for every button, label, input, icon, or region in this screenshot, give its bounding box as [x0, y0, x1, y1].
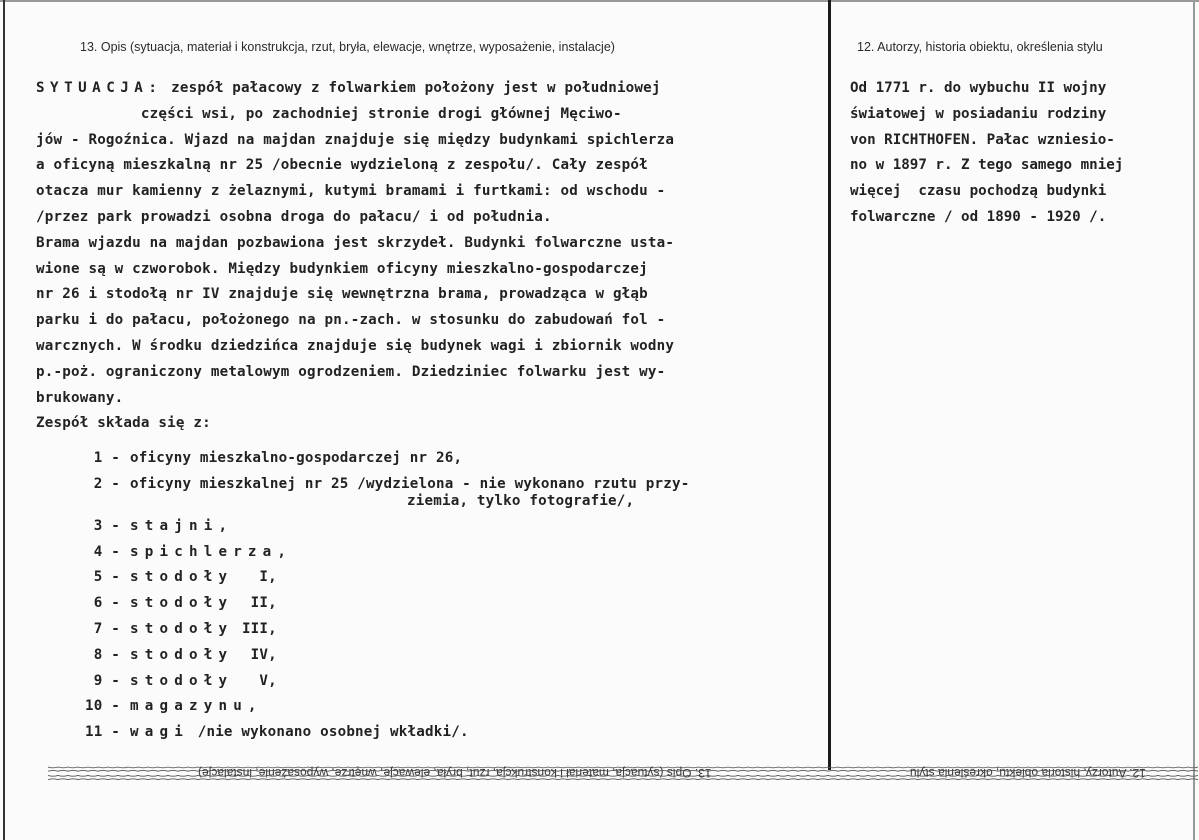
footer-section-12-label: 12. Autorzy, historia obiektu, określenia stylu [910, 766, 1146, 780]
description-first-line [36, 76, 816, 102]
description-line: Brama wjazdu na majdan pozbawiona jest skrzydeł. Budynki folwarczne usta- [36, 234, 675, 251]
list-item-suffix: III, [233, 620, 277, 637]
description-line: wione są w czworobok. Między budynkiem oficyny mieszkalno-gospodarczej [36, 260, 648, 277]
list-item-text: stajni, [130, 517, 234, 534]
history-column [850, 76, 1190, 231]
right-border [1193, 0, 1195, 840]
description-line: otacza mur kamienny z żelaznymi, kutymi bramami i furtkami: od wschodu - [36, 183, 666, 200]
history-line: no w 1897 r. Z tego samego mniej [850, 157, 1124, 174]
list-item [36, 514, 816, 540]
list-item-text: magazynu, [130, 698, 263, 715]
list-item-text: spichlerza, [130, 543, 293, 560]
description-line: części wsi, po zachodniej stronie drogi głównej Męciwo- [36, 105, 622, 122]
list-item [36, 565, 816, 591]
list-item-number: 11 - [85, 724, 120, 741]
list-item-text: stodoły [130, 569, 234, 586]
list-item-text: oficyny mieszkalnej nr 25 /wydzielona - nie wykonano rzutu przy- [130, 475, 690, 492]
list-item-text: stodoły [130, 672, 234, 689]
list-item-suffix: IV, [233, 646, 277, 663]
list-item [36, 591, 816, 617]
list-item-suffix: I, [233, 569, 277, 586]
list-item-text: stodoły [130, 595, 234, 612]
list-item [36, 643, 816, 669]
history-line: Od 1771 r. do wybuchu II wojny [850, 80, 1107, 96]
list-item-suffix: V, [233, 672, 277, 689]
history-line: więcej czasu pochodzą budynki [850, 183, 1107, 200]
list-item-number: 1 - [93, 450, 120, 467]
list-item-number: 2 - [93, 475, 120, 492]
list-item [36, 617, 816, 643]
list-item-number: 6 - [93, 595, 120, 612]
footer-strip [48, 760, 1198, 790]
list-item-text: stodoły [130, 620, 234, 637]
list-item [36, 446, 816, 472]
list-item-number: 9 - [93, 672, 120, 689]
list-item [36, 669, 816, 695]
list-item-continuation: ziemia, tylko fotografie/, [407, 492, 635, 509]
list-item-number: 8 - [93, 646, 120, 663]
list-item-number: 3 - [93, 517, 120, 534]
list-item [36, 720, 816, 746]
description-line: warcznych. W środku dziedzińca znajduje się budynek wagi i zbiornik wodny [36, 337, 675, 354]
description-line: Zespół składa się z: [36, 415, 211, 432]
history-line: von RICHTHOFEN. Pałac wzniesio- [850, 131, 1115, 148]
description-first-text: zespół pałacowy z folwarkiem położony jest w południowej [162, 80, 661, 96]
left-border [3, 0, 5, 840]
list-item-suffix: II, [233, 595, 277, 612]
description-line: jów - Rogoźnica. Wjazd na majdan znajduje się między budynkami spichlerza [36, 131, 675, 148]
description-line: /przez park prowadzi osobna droga do pałacu/ i od południa. [36, 208, 552, 225]
footer-section-13-label: 13. Opis (sytuacja, materiał i konstrukcja, rzut, bryła, elewacje, wnętrze, wyposażenie, instalacje) [198, 766, 712, 780]
column-divider [828, 0, 831, 770]
list-item-text: wagi [130, 724, 189, 741]
history-line: światowej w posiadaniu rodziny [850, 105, 1107, 122]
description-body [36, 102, 816, 437]
list-item-number: 7 - [93, 620, 120, 637]
description-line: a oficyną mieszkalną nr 25 /obecnie wydzieloną z zespołu/. Cały zespół [36, 157, 648, 174]
component-list [36, 446, 816, 746]
description-line: parku i do pałacu, położonego na pn.-zach. w stosunku do zabudowań fol - [36, 312, 666, 329]
section-13-header: 13. Opis (sytuacja, materiał i konstrukcja, rzut, bryła, elewacje, wnętrze, wyposażenie, instalacje) [80, 40, 615, 54]
top-border [0, 0, 1199, 2]
list-item-text: stodoły [130, 646, 234, 663]
list-item-number: 10 - [85, 698, 120, 715]
description-line: nr 26 i stodołą nr IV znajduje się wewnętrzna brama, prowadząca w głąb [36, 286, 648, 303]
list-item [36, 694, 816, 720]
list-item [36, 540, 816, 566]
situation-label: SYTUACJA: [36, 80, 163, 96]
list-item-text: oficyny mieszkalno-gospodarczej nr 26, [130, 450, 463, 467]
section-12-header: 12. Autorzy, historia obiektu, określenia stylu [857, 40, 1103, 54]
description-line: brukowany. [36, 389, 124, 406]
list-item-number: 4 - [93, 543, 120, 560]
description-column [36, 76, 816, 746]
history-line: folwarczne / od 1890 - 1920 /. [850, 208, 1107, 225]
list-item-suffix: /nie wykonano osobnej wkładki/. [188, 724, 469, 741]
list-item-number: 5 - [93, 569, 120, 586]
description-line: p.-poż. ograniczony metalowym ogrodzeniem. Dziedziniec folwarku jest wy- [36, 363, 666, 380]
